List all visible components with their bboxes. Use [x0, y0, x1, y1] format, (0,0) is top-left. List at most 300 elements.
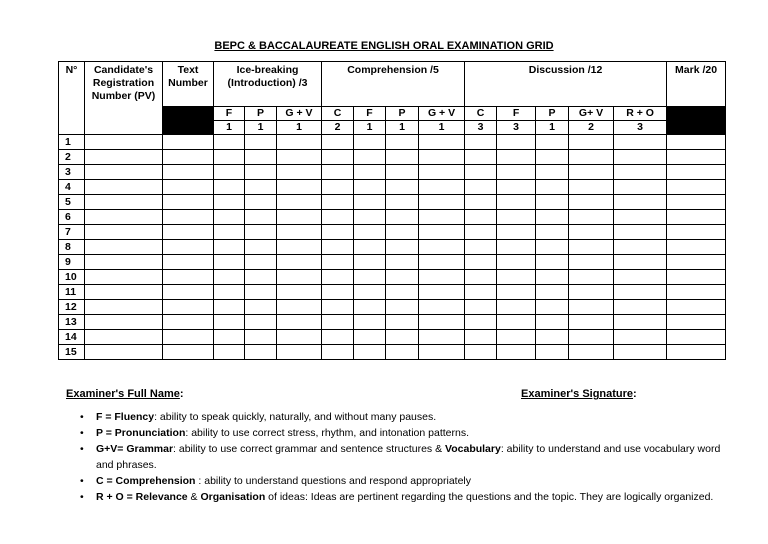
points-disc-0: 3: [465, 121, 497, 135]
grid-cell[interactable]: [386, 270, 419, 285]
grid-cell[interactable]: [569, 315, 614, 330]
sub-header-comp-3: G + V: [419, 107, 465, 121]
grid-cell[interactable]: [354, 210, 386, 225]
points-ice-0: 1: [214, 121, 245, 135]
grid-cell[interactable]: [536, 180, 569, 195]
grid-cell[interactable]: [85, 210, 163, 225]
grid-cell[interactable]: [386, 300, 419, 315]
grid-cell[interactable]: [245, 195, 277, 210]
grid-cell[interactable]: [214, 180, 245, 195]
grid-cell[interactable]: [497, 285, 536, 300]
grid-cell[interactable]: [163, 240, 214, 255]
grid-cell[interactable]: [614, 345, 667, 360]
grid-cell[interactable]: [419, 225, 465, 240]
grid-cell[interactable]: [277, 180, 322, 195]
grid-cell[interactable]: [214, 210, 245, 225]
grid-cell[interactable]: [614, 240, 667, 255]
grid-cell[interactable]: [614, 135, 667, 150]
grid-cell[interactable]: [497, 300, 536, 315]
legend-term-2: Vocabulary: [445, 443, 501, 455]
grid-cell[interactable]: [419, 255, 465, 270]
grid-cell[interactable]: [465, 150, 497, 165]
grid-cell[interactable]: [614, 195, 667, 210]
grid-cell[interactable]: [163, 135, 214, 150]
row-number: 14: [59, 330, 85, 345]
grid-cell[interactable]: [214, 150, 245, 165]
grid-cell[interactable]: [569, 210, 614, 225]
legend-item: [74, 409, 724, 425]
grid-cell[interactable]: [465, 345, 497, 360]
grid-cell[interactable]: [245, 135, 277, 150]
grid-cell[interactable]: [614, 210, 667, 225]
grid-cell[interactable]: [465, 240, 497, 255]
grid-cell[interactable]: [354, 300, 386, 315]
grid-cell[interactable]: [245, 300, 277, 315]
grid-cell[interactable]: [614, 285, 667, 300]
grid-cell[interactable]: [354, 330, 386, 345]
grid-cell[interactable]: [386, 165, 419, 180]
grid-cell[interactable]: [322, 315, 354, 330]
grid-cell[interactable]: [354, 150, 386, 165]
grid-cell[interactable]: [614, 180, 667, 195]
header-ice-breaking: Ice-breaking (Introduction) /3: [214, 62, 322, 107]
points-disc-3: 2: [569, 121, 614, 135]
grid-cell[interactable]: [214, 240, 245, 255]
grid-cell[interactable]: [163, 165, 214, 180]
header-discussion: Discussion /12: [465, 62, 667, 107]
table-row: [59, 315, 726, 330]
grid-cell[interactable]: [497, 270, 536, 285]
legend-text: : ability to use correct stress, rhythm, and intonation patterns.: [185, 427, 470, 439]
sub-header-disc-3: G+ V: [569, 107, 614, 121]
legend-text: : ability to understand questions and respond appropriately: [195, 475, 471, 487]
grid-cell[interactable]: [465, 165, 497, 180]
table-row: [59, 150, 726, 165]
grid-cell[interactable]: [322, 330, 354, 345]
grid-cell[interactable]: [614, 150, 667, 165]
sub-header-disc-2: P: [536, 107, 569, 121]
grid-cell[interactable]: [354, 195, 386, 210]
grid-cell[interactable]: [277, 300, 322, 315]
row-number: 5: [59, 195, 85, 210]
header-mark: Mark /20: [667, 62, 726, 107]
grid-cell[interactable]: [667, 300, 726, 315]
grid-cell[interactable]: [322, 300, 354, 315]
grid-cell[interactable]: [245, 225, 277, 240]
grid-cell[interactable]: [569, 225, 614, 240]
table-row: [59, 195, 726, 210]
grid-cell[interactable]: [465, 285, 497, 300]
grid-cell[interactable]: [419, 150, 465, 165]
grid-cell[interactable]: [536, 240, 569, 255]
grid-cell[interactable]: [163, 255, 214, 270]
grid-cell[interactable]: [277, 195, 322, 210]
grid-cell[interactable]: [163, 195, 214, 210]
grid-cell[interactable]: [536, 135, 569, 150]
legend-item: [74, 425, 724, 441]
legend-text-2: : ability to understand and use vocabulary word and phrases.: [96, 443, 721, 471]
grid-cell[interactable]: [245, 345, 277, 360]
grid-cell[interactable]: [419, 330, 465, 345]
grid-cell[interactable]: [569, 165, 614, 180]
grid-cell[interactable]: [465, 270, 497, 285]
grid-cell[interactable]: [536, 255, 569, 270]
blacked-mark: [667, 107, 726, 135]
grid-cell[interactable]: [214, 315, 245, 330]
grid-cell[interactable]: [277, 345, 322, 360]
sub-header-disc-4: R + O: [614, 107, 667, 121]
grid-cell[interactable]: [667, 135, 726, 150]
grid-cell[interactable]: [614, 225, 667, 240]
grid-cell[interactable]: [322, 135, 354, 150]
grid-cell[interactable]: [85, 345, 163, 360]
grid-cell[interactable]: [85, 285, 163, 300]
grid-cell[interactable]: [536, 270, 569, 285]
grid-cell[interactable]: [163, 315, 214, 330]
points-comp-2: 1: [386, 121, 419, 135]
grid-cell[interactable]: [497, 135, 536, 150]
grid-cell[interactable]: [214, 135, 245, 150]
grid-cell[interactable]: [214, 330, 245, 345]
grid-cell[interactable]: [667, 195, 726, 210]
grid-cell[interactable]: [465, 210, 497, 225]
grid-cell[interactable]: [85, 225, 163, 240]
grid-cell[interactable]: [322, 180, 354, 195]
legend-term: R + O = Relevance: [96, 491, 188, 503]
grid-cell[interactable]: [465, 195, 497, 210]
legend-item: [74, 473, 724, 489]
grid-cell[interactable]: [536, 285, 569, 300]
grid-cell[interactable]: [214, 165, 245, 180]
points-ice-2: 1: [277, 121, 322, 135]
grid-cell[interactable]: [322, 150, 354, 165]
table-row: [59, 135, 726, 150]
points-comp-3: 1: [419, 121, 465, 135]
grid-cell[interactable]: [667, 345, 726, 360]
grid-cell[interactable]: [569, 255, 614, 270]
grid-cell[interactable]: [85, 270, 163, 285]
bullet-icon: •: [80, 475, 84, 487]
grid-cell[interactable]: [536, 210, 569, 225]
grid-cell[interactable]: [465, 180, 497, 195]
grid-cell[interactable]: [163, 150, 214, 165]
grid-cell[interactable]: [354, 345, 386, 360]
legend-text-2: of ideas: Ideas are pertinent regarding the questions and the topic. They are logically organized.: [265, 491, 714, 503]
grid-cell[interactable]: [386, 240, 419, 255]
grid-cell[interactable]: [245, 165, 277, 180]
row-number: 12: [59, 300, 85, 315]
table-row: [59, 345, 726, 360]
grid-cell[interactable]: [214, 195, 245, 210]
grid-cell[interactable]: [667, 225, 726, 240]
grid-cell[interactable]: [322, 165, 354, 180]
legend-text: : ability to use correct grammar and sentence structures &: [173, 443, 445, 455]
grid-cell[interactable]: [163, 285, 214, 300]
grid-cell[interactable]: [322, 255, 354, 270]
table-row: [59, 255, 726, 270]
grid-cell[interactable]: [614, 270, 667, 285]
grid-cell[interactable]: [322, 225, 354, 240]
grid-cell[interactable]: [497, 210, 536, 225]
grid-cell[interactable]: [465, 300, 497, 315]
header-comprehension: Comprehension /5: [322, 62, 465, 107]
grid-cell[interactable]: [386, 315, 419, 330]
grid-cell[interactable]: [667, 330, 726, 345]
blacked-text-number: [163, 107, 214, 135]
grid-cell[interactable]: [465, 255, 497, 270]
grid-cell[interactable]: [386, 210, 419, 225]
grid-cell[interactable]: [667, 210, 726, 225]
grid-cell[interactable]: [277, 270, 322, 285]
points-disc-4: 3: [614, 121, 667, 135]
grid-cell[interactable]: [569, 180, 614, 195]
grid-cell[interactable]: [386, 135, 419, 150]
grid-cell[interactable]: [322, 240, 354, 255]
grid-cell[interactable]: [322, 285, 354, 300]
row-number: 2: [59, 150, 85, 165]
header-candidate: Candidate's Registration Number (PV): [85, 62, 163, 135]
grid-cell[interactable]: [667, 180, 726, 195]
grid-cell[interactable]: [386, 225, 419, 240]
grid-cell[interactable]: [245, 285, 277, 300]
row-number: 13: [59, 315, 85, 330]
grid-cell[interactable]: [354, 285, 386, 300]
grid-cell[interactable]: [85, 165, 163, 180]
grid-cell[interactable]: [85, 135, 163, 150]
grid-cell[interactable]: [277, 165, 322, 180]
grid-cell[interactable]: [386, 150, 419, 165]
legend-term: G+V= Grammar: [96, 443, 174, 455]
grid-cell[interactable]: [354, 165, 386, 180]
row-number: 10: [59, 270, 85, 285]
grid-cell[interactable]: [497, 315, 536, 330]
grid-cell[interactable]: [419, 345, 465, 360]
grid-cell[interactable]: [85, 255, 163, 270]
grid-cell[interactable]: [354, 225, 386, 240]
legend-item: [74, 441, 724, 473]
grid-cell[interactable]: [277, 330, 322, 345]
legend-item: [74, 489, 724, 505]
grid-cell[interactable]: [419, 195, 465, 210]
grid-cell[interactable]: [277, 225, 322, 240]
legend-term: F = Fluency: [96, 411, 155, 423]
grid-cell[interactable]: [386, 330, 419, 345]
grid-cell[interactable]: [497, 240, 536, 255]
sub-header-comp-1: F: [354, 107, 386, 121]
legend-list: [74, 409, 724, 505]
grid-cell[interactable]: [85, 195, 163, 210]
grid-cell[interactable]: [245, 240, 277, 255]
grid-cell[interactable]: [214, 225, 245, 240]
grid-cell[interactable]: [85, 330, 163, 345]
grid-cell[interactable]: [85, 180, 163, 195]
grid-cell[interactable]: [536, 165, 569, 180]
bullet-icon: •: [80, 427, 84, 439]
grid-cell[interactable]: [85, 240, 163, 255]
legend-term: P = Pronunciation: [96, 427, 186, 439]
grid-cell[interactable]: [497, 180, 536, 195]
grid-cell[interactable]: [497, 195, 536, 210]
grid-cell[interactable]: [386, 285, 419, 300]
grid-cell[interactable]: [536, 315, 569, 330]
sub-header-comp-2: P: [386, 107, 419, 121]
grid-cell[interactable]: [277, 240, 322, 255]
grid-cell[interactable]: [85, 300, 163, 315]
grid-cell[interactable]: [536, 195, 569, 210]
exam-grid-table: [58, 61, 726, 360]
grid-cell[interactable]: [85, 150, 163, 165]
grid-cell[interactable]: [245, 330, 277, 345]
grid-cell[interactable]: [163, 180, 214, 195]
grid-cell[interactable]: [667, 285, 726, 300]
grid-cell[interactable]: [465, 225, 497, 240]
grid-cell[interactable]: [667, 165, 726, 180]
grid-cell[interactable]: [536, 345, 569, 360]
grid-cell[interactable]: [163, 330, 214, 345]
legend-text: &: [187, 491, 201, 503]
grid-cell[interactable]: [85, 315, 163, 330]
grid-cell[interactable]: [569, 195, 614, 210]
header-text-number: Text Number: [163, 62, 214, 107]
grid-cell[interactable]: [419, 285, 465, 300]
grid-cell[interactable]: [419, 270, 465, 285]
grid-cell[interactable]: [419, 300, 465, 315]
grid-cell[interactable]: [536, 225, 569, 240]
grid-cell[interactable]: [277, 150, 322, 165]
grid-cell[interactable]: [419, 240, 465, 255]
table-row: [59, 180, 726, 195]
row-number: 15: [59, 345, 85, 360]
grid-cell[interactable]: [245, 270, 277, 285]
grid-cell[interactable]: [569, 240, 614, 255]
grid-cell[interactable]: [277, 315, 322, 330]
grid-cell[interactable]: [419, 315, 465, 330]
grid-cell[interactable]: [667, 255, 726, 270]
row-number: 11: [59, 285, 85, 300]
grid-cell[interactable]: [536, 300, 569, 315]
row-number: 7: [59, 225, 85, 240]
legend-term: C = Comprehension: [96, 475, 196, 487]
grid-cell[interactable]: [163, 225, 214, 240]
grid-cell[interactable]: [245, 180, 277, 195]
grid-cell[interactable]: [569, 270, 614, 285]
row-number: 1: [59, 135, 85, 150]
sub-header-disc-0: C: [465, 107, 497, 121]
grid-cell[interactable]: [163, 270, 214, 285]
grid-cell[interactable]: [497, 150, 536, 165]
table-row: [59, 270, 726, 285]
grid-cell[interactable]: [322, 210, 354, 225]
sub-header-ice-0: F: [214, 107, 245, 121]
grid-cell[interactable]: [614, 300, 667, 315]
grid-cell[interactable]: [214, 270, 245, 285]
grid-cell[interactable]: [163, 210, 214, 225]
grid-cell[interactable]: [245, 150, 277, 165]
grid-cell[interactable]: [497, 165, 536, 180]
grid-cell[interactable]: [569, 150, 614, 165]
grid-cell[interactable]: [497, 225, 536, 240]
row-number: 9: [59, 255, 85, 270]
grid-cell[interactable]: [277, 285, 322, 300]
grid-cell[interactable]: [419, 210, 465, 225]
grid-cell[interactable]: [322, 270, 354, 285]
sub-header-ice-2: G + V: [277, 107, 322, 121]
grid-cell[interactable]: [497, 255, 536, 270]
grid-cell[interactable]: [163, 345, 214, 360]
grid-cell[interactable]: [386, 255, 419, 270]
points-disc-1: 3: [497, 121, 536, 135]
grid-cell[interactable]: [354, 180, 386, 195]
grid-cell[interactable]: [277, 255, 322, 270]
grid-cell[interactable]: [277, 135, 322, 150]
grid-cell[interactable]: [667, 315, 726, 330]
grid-cell[interactable]: [214, 285, 245, 300]
grid-cell[interactable]: [245, 255, 277, 270]
table-row: [59, 240, 726, 255]
grid-cell[interactable]: [569, 330, 614, 345]
grid-cell[interactable]: [419, 165, 465, 180]
grid-cell[interactable]: [536, 330, 569, 345]
grid-cell[interactable]: [214, 345, 245, 360]
grid-cell[interactable]: [214, 255, 245, 270]
grid-cell[interactable]: [614, 330, 667, 345]
grid-cell[interactable]: [614, 165, 667, 180]
grid-cell[interactable]: [354, 315, 386, 330]
grid-cell[interactable]: [214, 300, 245, 315]
row-number: 3: [59, 165, 85, 180]
sub-header-ice-1: P: [245, 107, 277, 121]
grid-cell[interactable]: [569, 300, 614, 315]
table-row: [59, 225, 726, 240]
grid-cell[interactable]: [354, 135, 386, 150]
grid-cell[interactable]: [245, 315, 277, 330]
grid-cell[interactable]: [465, 315, 497, 330]
grid-cell[interactable]: [569, 345, 614, 360]
grid-cell[interactable]: [536, 150, 569, 165]
sub-header-comp-0: C: [322, 107, 354, 121]
header-row: [59, 62, 726, 107]
grid-cell[interactable]: [465, 135, 497, 150]
grid-cell[interactable]: [667, 270, 726, 285]
grid-cell[interactable]: [322, 195, 354, 210]
grid-cell[interactable]: [354, 240, 386, 255]
grid-cell[interactable]: [667, 240, 726, 255]
grid-cell[interactable]: [322, 345, 354, 360]
points-comp-1: 1: [354, 121, 386, 135]
grid-cell[interactable]: [614, 315, 667, 330]
table-row: [59, 285, 726, 300]
grid-cell[interactable]: [667, 150, 726, 165]
grid-cell[interactable]: [354, 270, 386, 285]
grid-cell[interactable]: [386, 345, 419, 360]
grid-cell[interactable]: [497, 345, 536, 360]
grid-cell[interactable]: [386, 180, 419, 195]
grid-cell[interactable]: [386, 195, 419, 210]
grid-cell[interactable]: [354, 255, 386, 270]
grid-cell[interactable]: [419, 180, 465, 195]
grid-cell[interactable]: [245, 210, 277, 225]
grid-cell[interactable]: [277, 210, 322, 225]
grid-cell[interactable]: [465, 330, 497, 345]
table-row: [59, 300, 726, 315]
grid-cell[interactable]: [419, 135, 465, 150]
grid-cell[interactable]: [163, 300, 214, 315]
grid-cell[interactable]: [497, 330, 536, 345]
grid-cell[interactable]: [569, 135, 614, 150]
grid-cell[interactable]: [569, 285, 614, 300]
page-title: BEPC & BACCALAUREATE ENGLISH ORAL EXAMINATION GRID: [214, 40, 554, 52]
grid-cell[interactable]: [614, 255, 667, 270]
